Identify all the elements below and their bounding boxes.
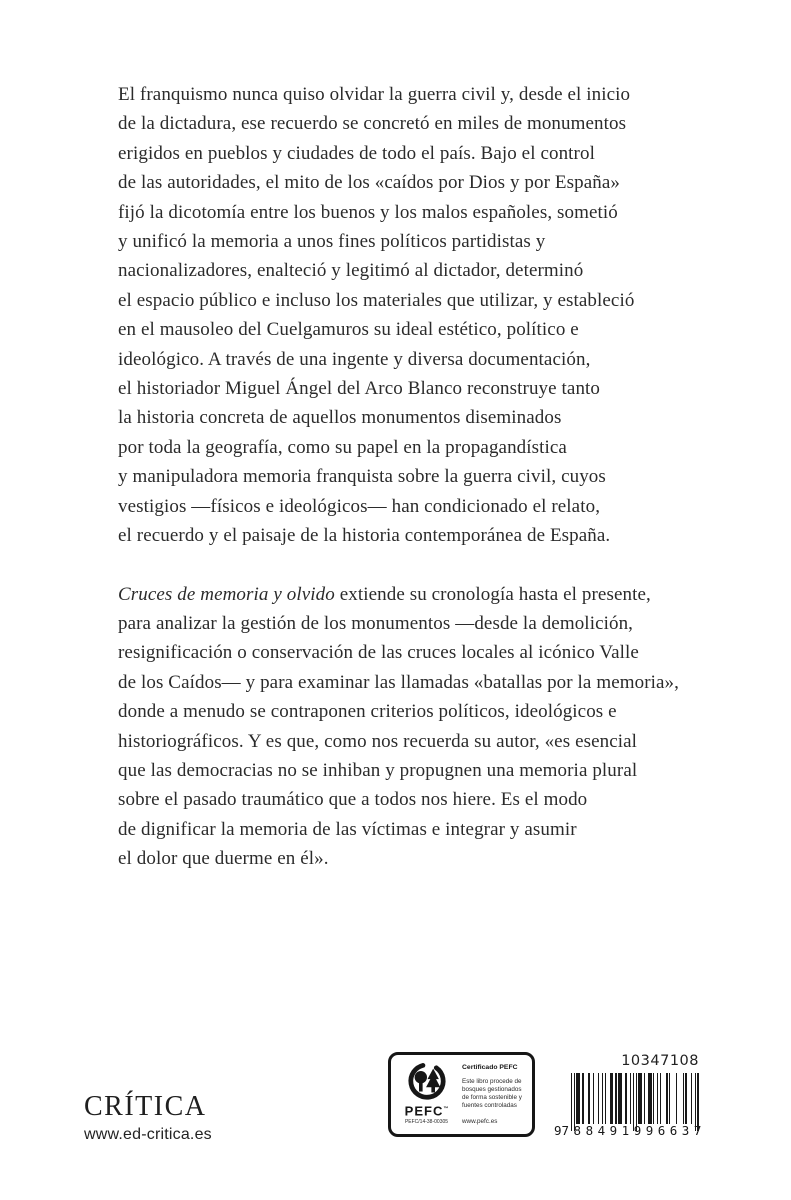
pefc-trademark: ™	[443, 1106, 449, 1112]
text-line: de las autoridades, el mito de los «caídos por Dios y por España»	[118, 172, 620, 194]
isbn-digit-group-right: 996637	[633, 1123, 706, 1138]
barcode-number: 10347108	[621, 1053, 699, 1069]
pefc-logo-block	[398, 1062, 455, 1129]
text-line: nacionalizadores, enalteció y legitimó al dictador, determinó	[118, 260, 584, 282]
text-line: el dolor que duerme en él».	[118, 848, 329, 870]
text-line: para analizar la gestión de los monumentos —desde la demolición,	[118, 612, 634, 634]
text-segment: extiende su cronología hasta el presente,	[334, 583, 651, 605]
pefc-title: Certificado PEFC	[462, 1064, 518, 1071]
text-line: ideológico. A través de una ingente y diversa documentación,	[118, 348, 591, 370]
text-line: de la dictadura, ese recuerdo se concretó en miles de monumentos	[118, 113, 627, 135]
barcode-isbn-digits	[554, 1123, 706, 1138]
pefc-trees-icon	[405, 1062, 449, 1102]
isbn-digit-group-left: 788491	[561, 1123, 634, 1138]
text-line: historiográficos. Y es que, como nos recuerda su autor, «es esencial	[118, 730, 638, 752]
text-line: donde a menudo se contraponen criterios políticos, ideológicos e	[118, 701, 617, 723]
barcode-block	[554, 1053, 706, 1138]
text-line: erigidos en pueblos y ciudades de todo el país. Bajo el control	[118, 142, 595, 164]
text-line: de dignificar la memoria de las víctimas e integrar y asumir	[118, 818, 577, 840]
publisher-block	[84, 1091, 212, 1144]
pefc-wordmark	[405, 1103, 449, 1117]
text-line: y manipuladora memoria franquista sobre la guerra civil, cuyos	[118, 466, 606, 488]
text-line: que las democracias no se inhiban y propugnen una memoria plural	[118, 759, 638, 781]
pefc-website: www.pefc.es	[462, 1118, 498, 1125]
pefc-wordmark-text: PEFC	[404, 1103, 444, 1119]
text-line: el historiador Miguel Ángel del Arco Blanco reconstruye tanto	[118, 378, 601, 400]
text-line: y unificó la memoria a unos fines políticos partidistas y	[118, 231, 546, 253]
paragraph-book-description-rest	[118, 609, 718, 874]
text-line: en el mausoleo del Cuelgamuros su ideal estético, político e	[118, 319, 579, 341]
pefc-text-block	[455, 1062, 526, 1129]
paragraph-book-description	[118, 580, 718, 874]
pefc-license-code: PEFC/14-38-00305	[404, 1119, 449, 1126]
text-line-with-title	[118, 580, 718, 609]
text-line: fijó la dicotomía entre los buenos y los malos españoles, sometió	[118, 201, 618, 223]
isbn-digit-lead: 9	[554, 1123, 562, 1138]
text-line: de los Caídos— y para examinar las llamadas «batallas por la memoria»,	[118, 671, 679, 693]
text-line: el espacio público e incluso los materiales que utilizar, y estableció	[118, 289, 635, 311]
text-line: resignificación o conservación de las cruces locales al icónico Valle	[118, 642, 639, 664]
text-line: la historia concreta de aquellos monumentos diseminados	[118, 407, 562, 429]
pefc-description: Este libro procede de bosques gestionados de forma sostenible y fuentes controladas	[462, 1078, 522, 1109]
pefc-label	[388, 1052, 535, 1137]
publisher-logo: CRÍTICA	[84, 1091, 207, 1122]
text-line: El franquismo nunca quiso olvidar la guerra civil y, desde el inicio	[118, 84, 631, 105]
text-line: el recuerdo y el paisaje de la historia contemporánea de España.	[118, 525, 611, 547]
text-line: sobre el pasado traumático que a todos nos hiere. Es el modo	[118, 789, 588, 811]
publisher-website: www.ed-critica.es	[84, 1126, 212, 1143]
book-title-italic: Cruces de memoria y olvido	[118, 583, 335, 605]
text-line: por toda la geografía, como su papel en la propagandística	[118, 436, 567, 458]
back-cover-text	[118, 80, 718, 874]
paragraph-synopsis	[118, 80, 718, 551]
text-line: vestigios —físicos e ideológicos— han condicionado el relato,	[118, 495, 601, 517]
